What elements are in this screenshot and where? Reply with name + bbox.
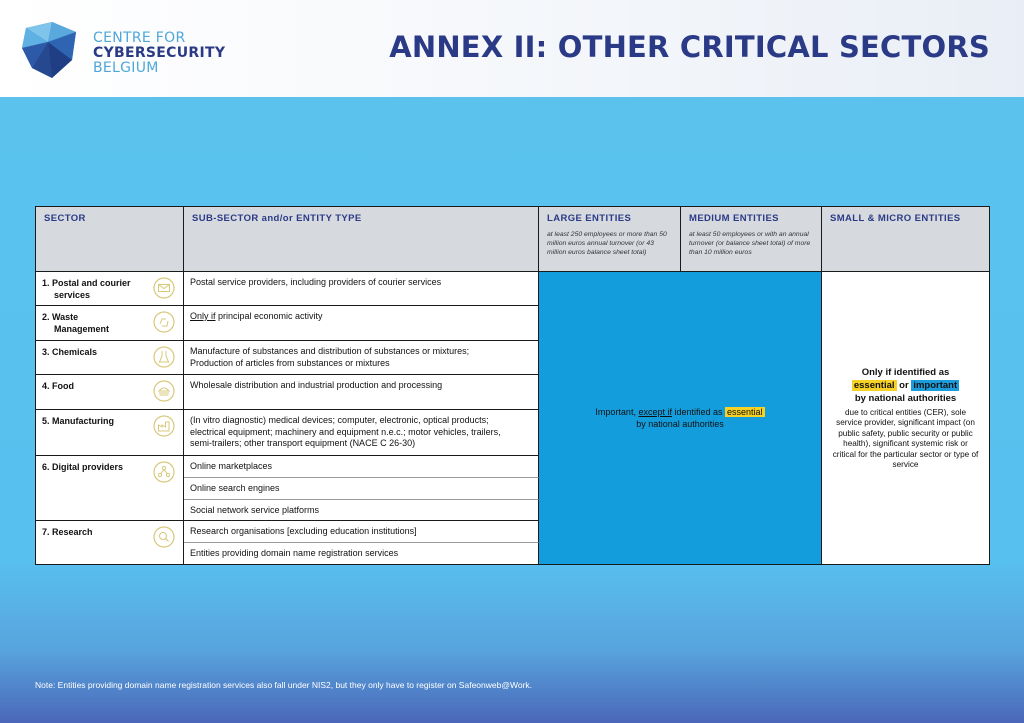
subsector-text: semi-trailers; other transport equipment (NACE C 26-30)	[190, 438, 416, 448]
subsector-text: Online search engines	[190, 483, 280, 493]
subsector-text: Entities providing domain name registration services	[190, 548, 399, 558]
subsector-food	[184, 375, 539, 410]
page-title: ANNEX II: OTHER CRITICAL SECTORS	[389, 30, 990, 64]
sector-research	[36, 521, 184, 564]
subsector-text: Research organisations [excluding education institutions]	[190, 526, 417, 536]
subsector-digital-1	[184, 456, 539, 478]
sector-label: 7. Research	[42, 527, 93, 537]
col-header-label: SUB-SECTOR and/or ENTITY TYPE	[192, 213, 362, 224]
subsector-manufacturing	[184, 410, 539, 456]
small-main-line-2	[852, 379, 959, 392]
sector-manufacturing	[36, 410, 184, 456]
col-header-note: at least 250 employees or more than 50 million euros annual turnover (or 43 million euros balance sheet total)	[547, 231, 667, 256]
col-header-label: SECTOR	[44, 213, 86, 224]
important-highlight: important	[913, 379, 958, 391]
sector-label: 3. Chemicals	[42, 347, 98, 357]
sector-waste	[36, 306, 184, 341]
or-text: or	[896, 379, 912, 391]
col-header-large	[539, 207, 681, 271]
col-header-subsector	[184, 207, 539, 271]
subsector-digital-2	[184, 478, 539, 500]
essential-highlight: essential	[727, 407, 763, 417]
sector-label-cont: Management	[54, 324, 110, 334]
logo-line-3: BELGIUM	[93, 60, 159, 76]
subsector-text: Production of articles from substances or mixtures	[190, 357, 390, 368]
factory-icon	[153, 415, 175, 437]
sector-chemicals	[36, 341, 184, 375]
col-header-medium	[681, 207, 822, 271]
food-icon	[153, 380, 175, 402]
col-header-label: MEDIUM ENTITIES	[689, 213, 779, 224]
sector-postal	[36, 272, 184, 306]
classification-text: Important,	[595, 407, 639, 417]
subsector-text: Wholesale distribution and industrial production and processing	[190, 380, 443, 390]
subsector-waste	[184, 306, 539, 341]
large-medium-classification	[539, 272, 822, 564]
mail-icon	[153, 277, 175, 299]
small-detail: due to critical entities (CER), sole service provider, significant impact (on public safety, public security or public health), significant systemic risk or critical for the particular sector or type of service	[832, 407, 979, 469]
sectors-table	[35, 206, 990, 565]
small-micro-classification	[822, 272, 989, 564]
sector-label: 2. Waste	[42, 312, 79, 322]
sector-label: 6. Digital providers	[42, 462, 124, 472]
subsector-text: Social network service platforms	[190, 505, 320, 515]
header-band	[0, 0, 1024, 97]
col-header-label: LARGE ENTITIES	[547, 213, 632, 224]
subsector-research-2	[184, 543, 539, 564]
logo-line-2: CYBERSECURITY	[93, 45, 226, 61]
subsector-chemicals	[184, 341, 539, 375]
network-icon	[153, 461, 175, 483]
magnifier-icon	[153, 526, 175, 548]
sector-label: 4. Food	[42, 381, 74, 391]
col-header-label: SMALL & MICRO ENTITIES	[830, 213, 961, 224]
col-header-note: at least 50 employees or with an annual turnover (or balance sheet total) of more than 10 million euros	[689, 231, 811, 256]
classification-text: identified as	[671, 407, 726, 417]
subsector-text: (In vitro diagnostic) medical devices; computer, electronic, optical products;	[190, 415, 489, 425]
sector-food	[36, 375, 184, 410]
footer-note: Note: Entities providing domain name registration services also fall under NIS2, but they only have to register on Safeonweb@Work.	[35, 680, 533, 690]
ccb-logo-icon	[18, 18, 82, 82]
small-main-line-1: Only if identified as	[861, 366, 950, 378]
sector-digital	[36, 456, 184, 521]
sector-label: 5. Manufacturing	[42, 416, 115, 426]
subsector-text: Online marketplaces	[190, 461, 273, 471]
sector-label: 1. Postal and courier	[42, 278, 131, 288]
flask-icon	[153, 346, 175, 368]
subsector-condition: Only if	[190, 311, 216, 321]
subsector-text: Postal service providers, including providers of courier services	[190, 277, 442, 287]
logo-line-1: CENTRE FOR	[93, 30, 186, 46]
subsector-postal	[184, 272, 539, 306]
logo-wordmark	[93, 31, 225, 76]
col-header-sector	[36, 207, 184, 271]
subsector-text: principal economic activity	[215, 311, 323, 321]
classification-authority: by national authorities	[636, 419, 724, 429]
subsector-research-1	[184, 521, 539, 543]
subsector-digital-3	[184, 500, 539, 521]
essential-highlight: essential	[853, 379, 895, 391]
col-header-small	[822, 207, 989, 271]
small-main-line-3: by national authorities	[854, 392, 957, 404]
classification-exception: except if	[638, 407, 672, 417]
sector-label-cont: services	[54, 290, 91, 300]
recycle-icon	[153, 311, 175, 333]
subsector-text: Manufacture of substances and distribution of substances or mixtures;	[190, 346, 470, 356]
subsector-text: electrical equipment; machinery and equipment n.e.c.; motor vehicles, trailers,	[190, 426, 501, 437]
